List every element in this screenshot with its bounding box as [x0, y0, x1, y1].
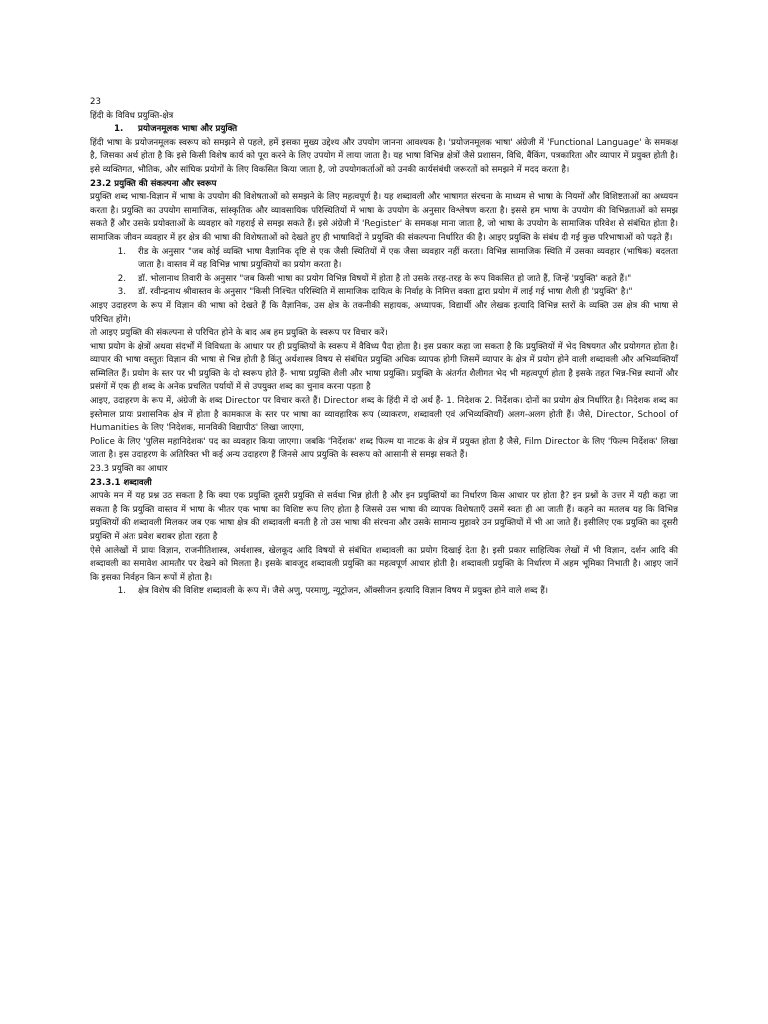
section-heading-23-3: 23.3 प्रयुक्ति का आधार: [90, 464, 168, 475]
paragraph-1: हिंदी भाषा के प्रयोजनमूलक स्वरूप को समझने से पहले, हमें इसका मुख्य उद्देश्य और उपयोग जानना आवश्यक है। 'प्रयोजनमूलक भाषा' अंग्रेजी में 'Functional Language' के समकक्ष है, जिसका अर्थ होता है कि इसे किसी विशेष कार्य को पूरा करने के लिए उपयोग में लाया जाता है। यह भाषा विभिन्न क्षेत्रों जैसे प्रशासन, विधि, बैंकिंग, पत्रकारिता और व्यापार में प्रयुक्त होती है। इसे व्यक्तिगत, भौतिक, और सांघिक प्रयोगों के लिए विकसित किया जाता है, जो उपयोगकर्ताओं को उनकी कार्यसंबंधी जरूरतों को समझने में मदद करता है।: [90, 137, 678, 175]
paragraph-9: ऐसे आलेखों में प्रायः विज्ञान, राजनीतिशास्त्र, अर्थशास्त्र, खेलकूद आदि विषयों से संबंधित शब्दावली का प्रयोग दिखाई देता है। इसी प्रकार साहित्यिक लेखों में भी विज्ञान, दर्शन आदि की शब्दावली का समावेश आमतौर पर देखने को मिलता है। इसके बावजूद शब्दावली प्रयुक्ति का महत्वपूर्ण आधार होती है। शब्दावली प्रयुक्ति के निर्धारण में अहम भूमिका निभाती है। आइए जानें कि इसका निर्वहन किन रूपों में होता है।: [90, 545, 678, 583]
list-item-number: 3.: [117, 287, 126, 298]
list-item-number: 1.: [117, 246, 126, 257]
definitions-list: [90, 246, 678, 300]
paragraph-3: आइए उदाहरण के रूप में विज्ञान की भाषा को देखते हैं कि वैज्ञानिक, उस क्षेत्र के तकनीकी सहायक, अध्यापक, विद्यार्थी और लेखक इत्यादि विभिन्न स्तरों के व्यक्ति उस क्षेत्र की भाषा से परिचित होंगे।: [90, 300, 678, 325]
section-heading-23-3-1: 23.3.1 शब्दावली: [90, 477, 152, 488]
vocabulary-list: [90, 585, 678, 599]
list-item: [90, 585, 678, 599]
list-item-number: 2.: [117, 273, 126, 284]
section-heading-1-number: 1.: [114, 124, 124, 135]
list-item-number: 1.: [117, 586, 126, 597]
list-item-text: डॉ. भोलानाथ तिवारी के अनुसार "जब किसी भाषा का प्रयोग विभिन्न विषयों में होता है तो उसके तरह-तरह के रूप विकसित हो जाते हैं, जिन्हें 'प्रयुक्ति' कहते हैं।": [138, 273, 632, 284]
list-item-text: क्षेत्र विशेष की विशिष्ट शब्दावली के रूप में। जैसे अणु, परमाणु, न्यूट्रोजन, ऑक्सीजन इत्यादि विज्ञान विषय में प्रयुक्त होने वाले शब्द हैं।: [138, 586, 549, 597]
list-item: [90, 246, 678, 273]
list-item: [90, 273, 678, 287]
section-heading-23-2: 23.2 प्रयुक्ति की संकल्पना और स्वरूप: [90, 178, 217, 189]
page-number: 23: [90, 97, 101, 107]
list-item-text: रीड के अनुसार "जब कोई व्यक्ति भाषा वैज्ञानिक दृष्टि से एक जैसी स्थितियों में एक जैसा व्यवहार नहीं करता। विभिन्न सामाजिक स्थिति में उसका व्यवहार (भाषिक) बदलता जाता है। वास्तव में वह विभिन्न भाषा प्रयुक्तियों का प्रयोग करता है।: [138, 246, 678, 271]
section-heading-1: [90, 123, 678, 137]
chapter-heading: हिंदी के विविध प्रयुक्ति-क्षेत्र: [90, 110, 174, 121]
section-heading-1-text: प्रयोजनमूलक भाषा और प्रयुक्ति: [138, 124, 238, 135]
paragraph-4: तो आइए प्रयुक्ति की संकल्पना से परिचित होने के बाद अब हम प्रयुक्ति के स्वरूप पर विचार करें।: [90, 328, 388, 339]
paragraph-2: प्रयुक्ति शब्द भाषा-विज्ञान में भाषा के उपयोग की विशेषताओं को समझने के लिए महत्वपूर्ण है। यह शब्दावली और भाषागत संरचना के माध्यम से भाषा के नियमों और विशिष्टताओं का अध्ययन करता है। प्रयुक्ति का उपयोग सामाजिक, सांस्कृतिक और व्यावसायिक परिस्थितियों में भाषा के उपयोग के अनुसार विश्लेषण करता है। इससे हम भाषा के उपयोग की विभिन्नताओं को समझ सकते हैं और उसके प्रयोक्ताओं के व्यवहार को गहराई से समझ सकते हैं। इसे अंग्रेजी में 'Register' के समकक्ष माना जाता है, जो भाषा के उपयोग के सामाजिक परिवेश से संबंधित होता है। सामाजिक जीवन व्यवहार में हर क्षेत्र की भाषा की विशेषताओं को देखते हुए ही भाषाविदों ने प्रयुक्ति की संकल्पना निर्धारित की है। आइए प्रयुक्ति के संबंध दी गई कुछ परिभाषाओं को पढ़ते हैं।: [90, 192, 678, 243]
paragraph-7: Police के लिए 'पुलिस महानिदेशक' पद का व्यवहार किया जाएगा। जबकि 'निर्देशक' शब्द फिल्म या नाटक के क्षेत्र में प्रयुक्त होता है जैसे, Film Director के लिए 'फिल्म निर्देशक' लिखा जाता है। इस उदाहरण के अतिरिक्त भी कई अन्य उदाहरण हैं जिनसे आप प्रयुक्ति के स्वरूप को आसानी से समझ सकते हैं।: [90, 436, 678, 461]
list-item-text: डॉ. रवीन्द्रनाथ श्रीवास्तव के अनुसार "किसी निश्चित परिस्थिति में सामाजिक दायित्व के निर्वाह के निमित्त वक्ता द्वारा प्रयोग में लाई गई भाषा शैली ही 'प्रयुक्ति' है।": [138, 287, 633, 298]
paragraph-5: भाषा प्रयोग के क्षेत्रों अथवा संदर्भों में विविधता के आधार पर ही प्रयुक्तियों के स्वरूप में वैविध्य पैदा होता है। इस प्रकार कहा जा सकता है कि प्रयुक्तियों में भेद विषयगत और प्रयोगगत होता है। व्यापार की भाषा वस्तुतः विज्ञान की भाषा से भिन्न होती है किंतु अर्थशास्त्र विषय से संबंधित प्रयुक्ति अधिक व्यापक होगी जिसमें व्यापार के क्षेत्र में प्रयोग होने वाली शब्दावली और अभिव्यक्तियाँ सम्मिलित हैं। प्रयोग के स्तर पर भी प्रयुक्ति के दो स्वरूप होते हैं- भाषा प्रयुक्ति शैली और भाषा प्रयुक्ति। प्रयुक्ति के अंतर्गत शैलीगत भेद भी महत्वपूर्ण होता है इसके तहत भिन्न-भिन्न स्थानों और प्रसंगों में एक ही शब्द के अनेक प्रचलित पर्यायों में से उपयुक्त शब्द का चुनाव करना पड़ता है: [90, 341, 678, 393]
paragraph-8: आपके मन में यह प्रश्न उठ सकता है कि क्या एक प्रयुक्ति दूसरी प्रयुक्ति से सर्वथा भिन्न होती है और इन प्रयुक्तियों का निर्धारण किस आधार पर होता है? इन प्रश्नों के उत्तर में यही कहा जा सकता है कि प्रयुक्ति वास्तव में भाषा के भीतर एक भाषा का विशिष्ट रूप लिए होता है जिससे उस भाषा की व्यापक विशेषताएँ उसमें स्वतः ही आ जाती हैं। कहने का मतलब यह कि विभिन्न प्रयुक्तियों की शब्दावली मिलकर जब एक भाषा क्षेत्र की शब्दावली बनती है तो उस भाषा की संरचना और उसके सामान्य मुहावरे उन प्रयुक्तियों में भी आ जाते हैं। इसीलिए एक प्रयुक्ति का दूसरी प्रयुक्ति में अंतः प्रवेश बराबर होता रहता है: [90, 491, 678, 542]
list-item: [90, 286, 678, 300]
paragraph-6: आइए, उदाहरण के रूप में, अंग्रेजी के शब्द Director पर विचार करते हैं। Director शब्द के हिंदी में दो अर्थ हैं- 1. निदेशक 2. निर्देशक। दोनों का प्रयोग क्षेत्र निर्धारित है। निदेशक शब्द का इस्तेमाल प्रायः प्रशासनिक क्षेत्र में होता है कामकाज के स्तर पर भाषा का व्यावहारिक रूप (व्याकरण, शब्दावली एवं अभिव्यक्तियाँ) अलग-अलग होती हैं। जैसे, Director, School of Humanities के लिए 'निदेशक, मानविकी विद्यापीठ' लिखा जाएगा,: [90, 396, 678, 434]
